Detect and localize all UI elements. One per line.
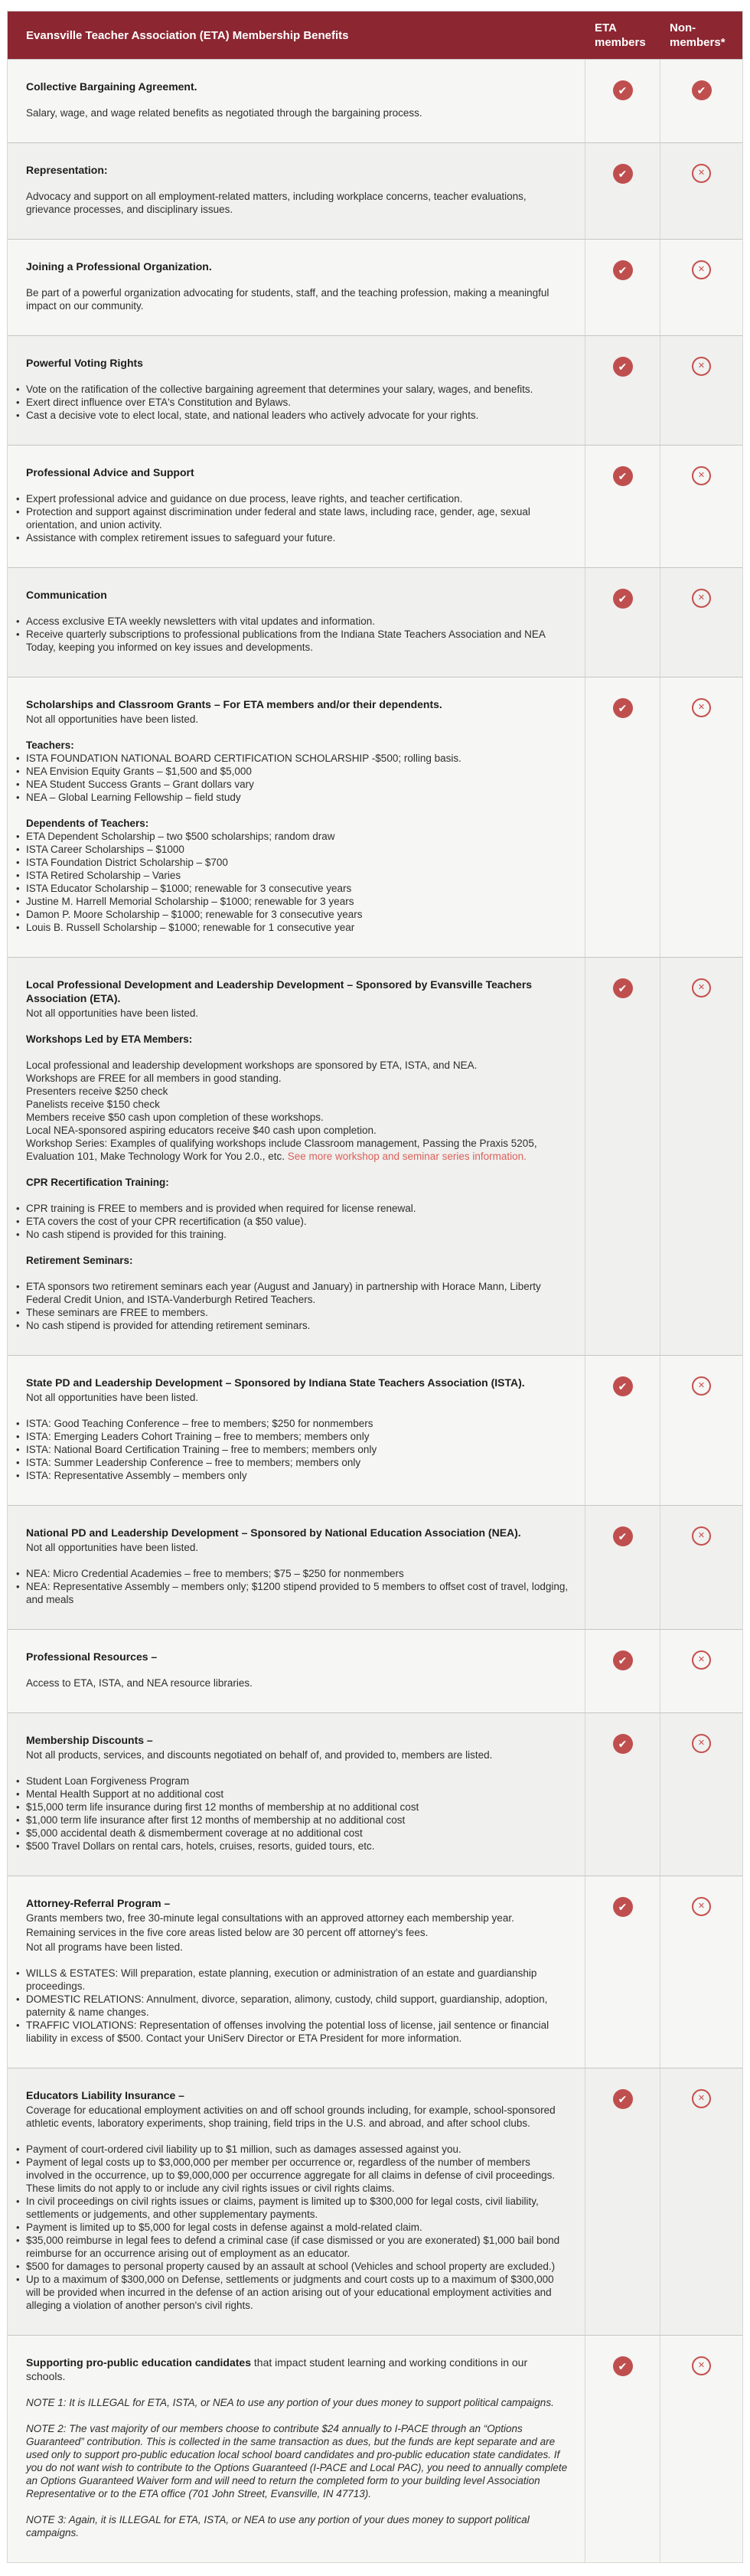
benefit-description-cell xyxy=(8,1876,585,2068)
benefit-title-suffix: that impact student learning and working conditions in our schools. xyxy=(26,2356,528,2382)
benefit-title xyxy=(26,2088,569,2102)
benefit-title-text: Powerful Voting Rights xyxy=(26,357,143,369)
benefit-bullet: • Receive quarterly subscriptions to professional publications from the Indiana State Teachers Association and NEA Today, keeping you informed on key issues and developments. xyxy=(26,628,569,654)
benefit-paragraph: Salary, wage, and wage related benefits as negotiated through the bargaining process. xyxy=(26,107,422,119)
benefit-row xyxy=(8,1876,742,2068)
eta-members-status-cell xyxy=(585,336,660,445)
benefit-row xyxy=(8,2068,742,2335)
benefit-bullet: • $500 Travel Dollars on rental cars, hotels, cruises, resorts, guided tours, etc. xyxy=(26,1840,569,1853)
eta-members-status-cell xyxy=(585,1630,660,1712)
non-members-status-cell xyxy=(660,2068,742,2335)
benefit-title xyxy=(26,697,569,711)
eta-members-status-cell xyxy=(585,240,660,335)
benefit-bullet: • Payment is limited up to $5,000 for legal costs in defense against a mold-related claim. xyxy=(26,2221,569,2234)
benefit-bullet: • No cash stipend is provided for this training. xyxy=(26,1228,569,1241)
benefit-line: Local professional and leadership development workshops are sponsored by ETA, ISTA, and NEA. xyxy=(26,1059,478,1071)
benefit-row xyxy=(8,142,742,239)
benefit-bullet-list xyxy=(26,1774,569,1853)
x-circle-icon: ✕ xyxy=(692,1897,711,1916)
benefit-bullet-list xyxy=(26,615,569,654)
x-circle-icon: ✕ xyxy=(692,589,711,608)
benefit-bullet: • Payment of legal costs up to $3,000,000 per member per occurrence or, regardless of the number of members involved in the occurrence, up to $9,000,000 per occurrence aggregate for all claims in defense of civil proceedings. These limits do not apply to or include any civil rights issues or civil rights claims. xyxy=(26,2156,569,2195)
benefit-line: Presenters receive $250 check xyxy=(26,1086,168,1097)
x-circle-icon: ✕ xyxy=(692,260,711,279)
benefit-bullet: • $15,000 term life insurance during first 12 months of membership at no additional cost xyxy=(26,1801,569,1814)
eta-members-status-cell xyxy=(585,568,660,677)
check-circle-icon: ✔ xyxy=(613,2356,633,2376)
benefit-paragraph: Access to ETA, ISTA, and NEA resource libraries. xyxy=(26,1677,253,1689)
benefit-title xyxy=(26,1733,569,1747)
benefit-bullet: • ISTA Career Scholarships – $1000 xyxy=(26,843,569,856)
benefit-title xyxy=(26,356,569,370)
benefit-subheading: Dependents of Teachers: xyxy=(26,818,149,829)
table-header xyxy=(8,11,742,59)
benefit-title xyxy=(26,2356,569,2383)
benefit-bullet: • NEA Envision Equity Grants – $1,500 and $5,000 xyxy=(26,765,569,778)
benefit-description-cell xyxy=(8,1506,585,1629)
benefit-title xyxy=(26,978,569,1005)
benefit-bullet: • $5,000 accidental death & dismemberment coverage at no additional cost xyxy=(26,1827,569,1840)
table-title: Evansville Teacher Association (ETA) Membership Benefits xyxy=(26,28,349,42)
eta-members-status-cell xyxy=(585,1356,660,1505)
benefit-bullet-list xyxy=(26,1567,569,1606)
eta-members-status-cell xyxy=(585,60,660,142)
benefit-title-text: Educators Liability Insurance – xyxy=(26,2089,184,2101)
benefit-bullet: • ISTA: Summer Leadership Conference – free to members; members only xyxy=(26,1456,569,1469)
benefit-bullet: • $1,000 term life insurance after first 12 months of membership at no additional cost xyxy=(26,1814,569,1827)
eta-members-status-cell xyxy=(585,677,660,957)
benefit-bullet: • TRAFFIC VIOLATIONS: Representation of offenses involving the potential loss of license, jail sentence or financial liability in excess of $500. Contact your UniServ Director or ETA President for more information. xyxy=(26,2019,569,2045)
benefit-bullet: • Payment of court-ordered civil liability up to $1 million, such as damages assessed against you. xyxy=(26,2143,569,2156)
benefit-subtitle-line: Not all programs have been listed. xyxy=(26,1941,183,1953)
benefit-title-text: Supporting pro-public education candidates xyxy=(26,2356,252,2369)
benefit-subtitle-line: Not all opportunities have been listed. xyxy=(26,1392,199,1403)
workshop-series-link[interactable]: See more workshop and seminar series information. xyxy=(287,1151,527,1162)
check-circle-icon: ✔ xyxy=(613,357,633,377)
check-circle-icon: ✔ xyxy=(613,1897,633,1917)
x-circle-icon: ✕ xyxy=(692,1526,711,1546)
check-circle-icon: ✔ xyxy=(613,164,633,184)
benefit-bullet: • ISTA Educator Scholarship – $1000; renewable for 3 consecutive years xyxy=(26,882,569,895)
benefit-title-text: Communication xyxy=(26,589,107,601)
non-members-status-cell xyxy=(660,336,742,445)
benefit-row xyxy=(8,1712,742,1876)
benefit-bullet: • Assistance with complex retirement issues to safeguard your future. xyxy=(26,531,569,544)
non-members-status-cell xyxy=(660,1506,742,1629)
benefit-bullet: • DOMESTIC RELATIONS: Annulment, divorce, separation, alimony, custody, child support, guardianship, adoption, paternity & name changes. xyxy=(26,1993,569,2019)
benefit-title xyxy=(26,465,569,479)
benefit-paragraph: Advocacy and support on all employment-related matters, including workplace concerns, teacher evaluations, grievance processes, and disciplinary issues. xyxy=(26,191,527,215)
benefit-bullet: • Exert direct influence over ETA's Constitution and Bylaws. xyxy=(26,396,569,409)
x-circle-icon: ✕ xyxy=(692,2356,711,2375)
benefit-title-text: State PD and Leadership Development – Sponsored by Indiana State Teachers Association (ISTA). xyxy=(26,1376,525,1389)
benefit-bullet: • In civil proceedings on civil rights issues or claims, payment is limited up to $300,000 for legal costs, civil liability, settlements or judgements, and other supplementary payments. xyxy=(26,2195,569,2221)
benefit-row xyxy=(8,567,742,677)
benefit-title xyxy=(26,1650,569,1663)
benefit-bullet-list xyxy=(26,1202,569,1241)
benefit-row xyxy=(8,677,742,957)
non-members-status-cell xyxy=(660,240,742,335)
benefit-bullet: • Expert professional advice and guidance on due process, leave rights, and teacher certification. xyxy=(26,492,569,505)
non-members-status-cell xyxy=(660,1630,742,1712)
benefit-subtitle-line: Not all opportunities have been listed. xyxy=(26,1542,199,1553)
benefit-title-text: Collective Bargaining Agreement. xyxy=(26,80,197,93)
col-header-eta-members: ETA members xyxy=(595,21,646,49)
benefit-line-group xyxy=(26,1059,569,1163)
non-members-status-cell xyxy=(660,1876,742,2068)
benefit-subtitle-line: Not all opportunities have been listed. xyxy=(26,713,199,725)
x-circle-icon: ✕ xyxy=(692,1650,711,1670)
benefit-bullet: • Student Loan Forgiveness Program xyxy=(26,1774,569,1788)
benefit-description-cell xyxy=(8,568,585,677)
non-members-status-cell xyxy=(660,1713,742,1876)
benefit-bullet: • ETA covers the cost of your CPR recertification (a $50 value). xyxy=(26,1215,569,1228)
check-circle-icon: ✔ xyxy=(613,698,633,718)
non-members-status-cell xyxy=(660,568,742,677)
benefit-title xyxy=(26,1896,569,1910)
x-circle-icon: ✕ xyxy=(692,1376,711,1396)
benefit-bullet-list xyxy=(26,492,569,544)
check-circle-icon: ✔ xyxy=(613,260,633,280)
benefit-bullet-list xyxy=(26,2143,569,2312)
benefit-bullet: • Louis B. Russell Scholarship – $1000; renewable for 1 consecutive year xyxy=(26,921,569,934)
benefit-title xyxy=(26,1526,569,1539)
benefit-note: NOTE 3: Again, it is ILLEGAL for ETA, ISTA, or NEA to use any portion of your dues money to support political campaigns. xyxy=(26,2514,530,2538)
check-circle-icon: ✔ xyxy=(613,1376,633,1396)
benefit-title-text: Professional Resources – xyxy=(26,1650,158,1663)
benefit-bullet: • ETA sponsors two retirement seminars each year (August and January) in partnership with Horace Mann, Liberty Federal Credit Union, and ISTA-Vanderburgh Retired Teachers. xyxy=(26,1280,569,1306)
benefit-description-cell xyxy=(8,240,585,335)
benefit-bullet-list xyxy=(26,383,569,422)
benefit-bullet: • NEA Student Success Grants – Grant dollars vary xyxy=(26,778,569,791)
benefit-bullet-list xyxy=(26,752,569,804)
benefits-table xyxy=(7,11,743,2563)
benefit-description-cell xyxy=(8,1630,585,1712)
benefit-bullet: • $35,000 reimburse in legal fees to defend a criminal case (if case dismissed or you are exonerated) $1,000 bail bond reimburse for an occurrence arising out of employment as an educator. xyxy=(26,2234,569,2260)
benefit-paragraph: Be part of a powerful organization advocating for students, staff, and the teaching profession, making a meaningful impact on our community. xyxy=(26,287,549,312)
benefit-description-cell xyxy=(8,60,585,142)
benefit-description-cell xyxy=(8,1713,585,1876)
benefit-bullet: • Access exclusive ETA weekly newsletters with vital updates and information. xyxy=(26,615,569,628)
eta-members-status-cell xyxy=(585,1506,660,1629)
check-circle-icon: ✔ xyxy=(613,978,633,998)
x-circle-icon: ✕ xyxy=(692,164,711,183)
x-circle-icon: ✕ xyxy=(692,698,711,717)
benefit-subheading: Workshops Led by ETA Members: xyxy=(26,1033,193,1045)
non-members-status-cell xyxy=(660,958,742,1355)
benefit-bullet: • No cash stipend is provided for attending retirement seminars. xyxy=(26,1319,569,1332)
benefit-bullet: • Damon P. Moore Scholarship – $1000; renewable for 3 consecutive years xyxy=(26,908,569,921)
benefit-description-cell xyxy=(8,958,585,1355)
benefit-row xyxy=(8,335,742,445)
check-circle-icon: ✔ xyxy=(692,80,712,100)
x-circle-icon: ✕ xyxy=(692,1734,711,1753)
benefit-note: NOTE 2: The vast majority of our members choose to contribute $24 annually to I-PACE through an “Options Guaranteed” contribution. This is collected in the same transaction as dues, but the funds are kept separate and are used only to support pro-public education local school board candidates and pro-public education state candidates. If you do not want wish to contribute to the Options Guaranteed (I-PACE and Local PAC), you need to annually complete an Options Guaranteed Waiver form and will need to return the completed form to your building level Association Representative or to the ETA office (701 John Street, Evansville, IN 47713). xyxy=(26,2423,568,2499)
benefit-row xyxy=(8,239,742,335)
check-circle-icon: ✔ xyxy=(613,1526,633,1546)
benefit-description-cell xyxy=(8,336,585,445)
benefit-description-cell xyxy=(8,143,585,239)
benefit-bullet: • NEA – Global Learning Fellowship – field study xyxy=(26,791,569,804)
benefit-bullet: • Vote on the ratification of the collective bargaining agreement that determines your salary, wages, and benefits. xyxy=(26,383,569,396)
benefit-description-cell xyxy=(8,1356,585,1505)
check-circle-icon: ✔ xyxy=(613,2089,633,2109)
benefit-bullet: • CPR training is FREE to members and is provided when required for license renewal. xyxy=(26,1202,569,1215)
eta-members-status-cell xyxy=(585,446,660,567)
benefit-title-text: Local Professional Development and Leadership Development – Sponsored by Evansville Teachers Association (ETA). xyxy=(26,978,533,1004)
benefit-bullet-list xyxy=(26,1967,569,2045)
check-circle-icon: ✔ xyxy=(613,1650,633,1670)
benefit-title-text: Professional Advice and Support xyxy=(26,466,194,478)
x-circle-icon: ✕ xyxy=(692,2089,711,2108)
eta-members-status-cell xyxy=(585,1713,660,1876)
x-circle-icon: ✕ xyxy=(692,978,711,997)
non-members-status-cell xyxy=(660,60,742,142)
eta-members-status-cell xyxy=(585,2068,660,2335)
benefit-line: Workshops are FREE for all members in good standing. xyxy=(26,1073,282,1084)
benefit-subtitle-line: Grants members two, free 30-minute legal consultations with an approved attorney each membership year. xyxy=(26,1912,514,1924)
benefit-bullet: • Mental Health Support at no additional cost xyxy=(26,1788,569,1801)
benefit-title xyxy=(26,588,569,602)
benefit-bullet: • ISTA: Good Teaching Conference – free to members; $250 for nonmembers xyxy=(26,1417,569,1430)
benefit-bullet-list xyxy=(26,1417,569,1482)
col-header-non-members: Non-members* xyxy=(670,21,726,49)
check-circle-icon: ✔ xyxy=(613,1734,633,1754)
non-members-status-cell xyxy=(660,2336,742,2562)
benefit-note: NOTE 1: It is ILLEGAL for ETA, ISTA, or NEA to use any portion of your dues money to support political campaigns. xyxy=(26,2397,554,2408)
benefit-description-cell xyxy=(8,446,585,567)
benefit-description-cell xyxy=(8,2336,585,2562)
benefit-row xyxy=(8,957,742,1355)
benefit-bullet: • $500 for damages to personal property caused by an assault at school (Vehicles and school property are excluded.) xyxy=(26,2260,569,2273)
benefit-bullet: • ISTA Foundation District Scholarship – $700 xyxy=(26,856,569,869)
x-circle-icon: ✕ xyxy=(692,357,711,376)
benefit-line: Members receive $50 cash upon completion of these workshops. xyxy=(26,1112,324,1123)
benefit-bullet: • Protection and support against discrimination under federal and state laws, including race, gender, age, sexual orientation, and union activity. xyxy=(26,505,569,531)
benefit-bullet: • ISTA: Emerging Leaders Cohort Training – free to members; members only xyxy=(26,1430,569,1443)
benefit-bullet: • ISTA: Representative Assembly – members only xyxy=(26,1469,569,1482)
benefit-line: Panelists receive $150 check xyxy=(26,1099,160,1110)
eta-members-status-cell xyxy=(585,143,660,239)
benefit-subheading: CPR Recertification Training: xyxy=(26,1177,169,1188)
benefit-subheading: Teachers: xyxy=(26,739,74,751)
eta-members-status-cell xyxy=(585,2336,660,2562)
benefit-bullet: • ISTA Retired Scholarship – Varies xyxy=(26,869,569,882)
check-circle-icon: ✔ xyxy=(613,589,633,609)
benefits-table-body xyxy=(8,59,742,2562)
non-members-status-cell xyxy=(660,446,742,567)
benefit-title-text: National PD and Leadership Development – Sponsored by National Education Association (NEA). xyxy=(26,1526,521,1539)
benefit-title-text: Scholarships and Classroom Grants – For ETA members and/or their dependents. xyxy=(26,698,442,710)
benefit-title xyxy=(26,260,569,273)
benefit-subtitle-line: Remaining services in the five core areas listed below are 30 percent off attorney's fees. xyxy=(26,1927,429,1938)
benefit-bullet: • WILLS & ESTATES: Will preparation, estate planning, execution or administration of an estate and guardianship proceedings. xyxy=(26,1967,569,1993)
benefit-row xyxy=(8,1629,742,1712)
benefit-bullet-list xyxy=(26,1280,569,1332)
benefit-row xyxy=(8,445,742,567)
benefit-line: Local NEA-sponsored aspiring educators receive $40 cash upon completion. xyxy=(26,1125,377,1136)
eta-members-status-cell xyxy=(585,958,660,1355)
benefit-bullet: • Cast a decisive vote to elect local, state, and national leaders who actively advocate for your rights. xyxy=(26,409,569,422)
benefit-row xyxy=(8,59,742,142)
benefit-bullet-list xyxy=(26,830,569,934)
benefit-subheading: Retirement Seminars: xyxy=(26,1255,133,1266)
check-circle-icon: ✔ xyxy=(613,80,633,100)
benefit-description-cell xyxy=(8,677,585,957)
benefit-bullet: • Up to a maximum of $300,000 on Defense, settlements or judgments and court costs up to a maximum of $300,000 will be provided when incurred in the defense of an action arising out of your educational employment activities and alleging a violation of another person's civil rights. xyxy=(26,2273,569,2312)
benefit-bullet: • ISTA: National Board Certification Training – free to members; members only xyxy=(26,1443,569,1456)
benefit-title-text: Membership Discounts – xyxy=(26,1734,153,1746)
benefit-bullet: • ETA Dependent Scholarship – two $500 scholarships; random draw xyxy=(26,830,569,843)
benefit-bullet: • These seminars are FREE to members. xyxy=(26,1306,569,1319)
benefit-description-cell xyxy=(8,2068,585,2335)
benefit-line: Workshop Series: Examples of qualifying workshops include Classroom management, Passing the Praxis 5205, Evaluation 101, Make Technology Work for You 2.0., etc. See more workshop and seminar series information. xyxy=(26,1138,537,1162)
eta-members-status-cell xyxy=(585,1876,660,2068)
benefit-row xyxy=(8,1355,742,1505)
benefit-subtitle-line: Coverage for educational employment activities on and off school grounds including, for example, school-sponsored athletic events, laboratory experiments, shop training, field trips in the U.S. and abroad, and after school clubs. xyxy=(26,2104,556,2129)
benefit-row xyxy=(8,2335,742,2562)
non-members-status-cell xyxy=(660,143,742,239)
non-members-status-cell xyxy=(660,1356,742,1505)
x-circle-icon: ✕ xyxy=(692,466,711,485)
benefit-title xyxy=(26,163,569,177)
benefit-bullet: • ISTA FOUNDATION NATIONAL BOARD CERTIFICATION SCHOLARSHIP -$500; rolling basis. xyxy=(26,752,569,765)
check-circle-icon: ✔ xyxy=(613,466,633,486)
benefit-title-text: Representation: xyxy=(26,164,108,176)
benefit-subtitle-line: Not all opportunities have been listed. xyxy=(26,1007,199,1019)
benefit-title xyxy=(26,1376,569,1389)
benefit-bullet: • NEA: Micro Credential Academies – free to members; $75 – $250 for nonmembers xyxy=(26,1567,569,1580)
benefit-row xyxy=(8,1505,742,1629)
benefit-bullet: • Justine M. Harrell Memorial Scholarship – $1000; renewable for 3 years xyxy=(26,895,569,908)
benefit-title-text: Joining a Professional Organization. xyxy=(26,260,212,273)
benefit-title-text: Attorney-Referral Program – xyxy=(26,1897,171,1909)
benefit-subtitle-line: Not all products, services, and discounts negotiated on behalf of, and provided to, members are listed. xyxy=(26,1749,493,1761)
benefit-title xyxy=(26,80,569,93)
non-members-status-cell xyxy=(660,677,742,957)
benefit-bullet: • NEA: Representative Assembly – members only; $1200 stipend provided to 5 members to offset cost of travel, lodging, and meals xyxy=(26,1580,569,1606)
